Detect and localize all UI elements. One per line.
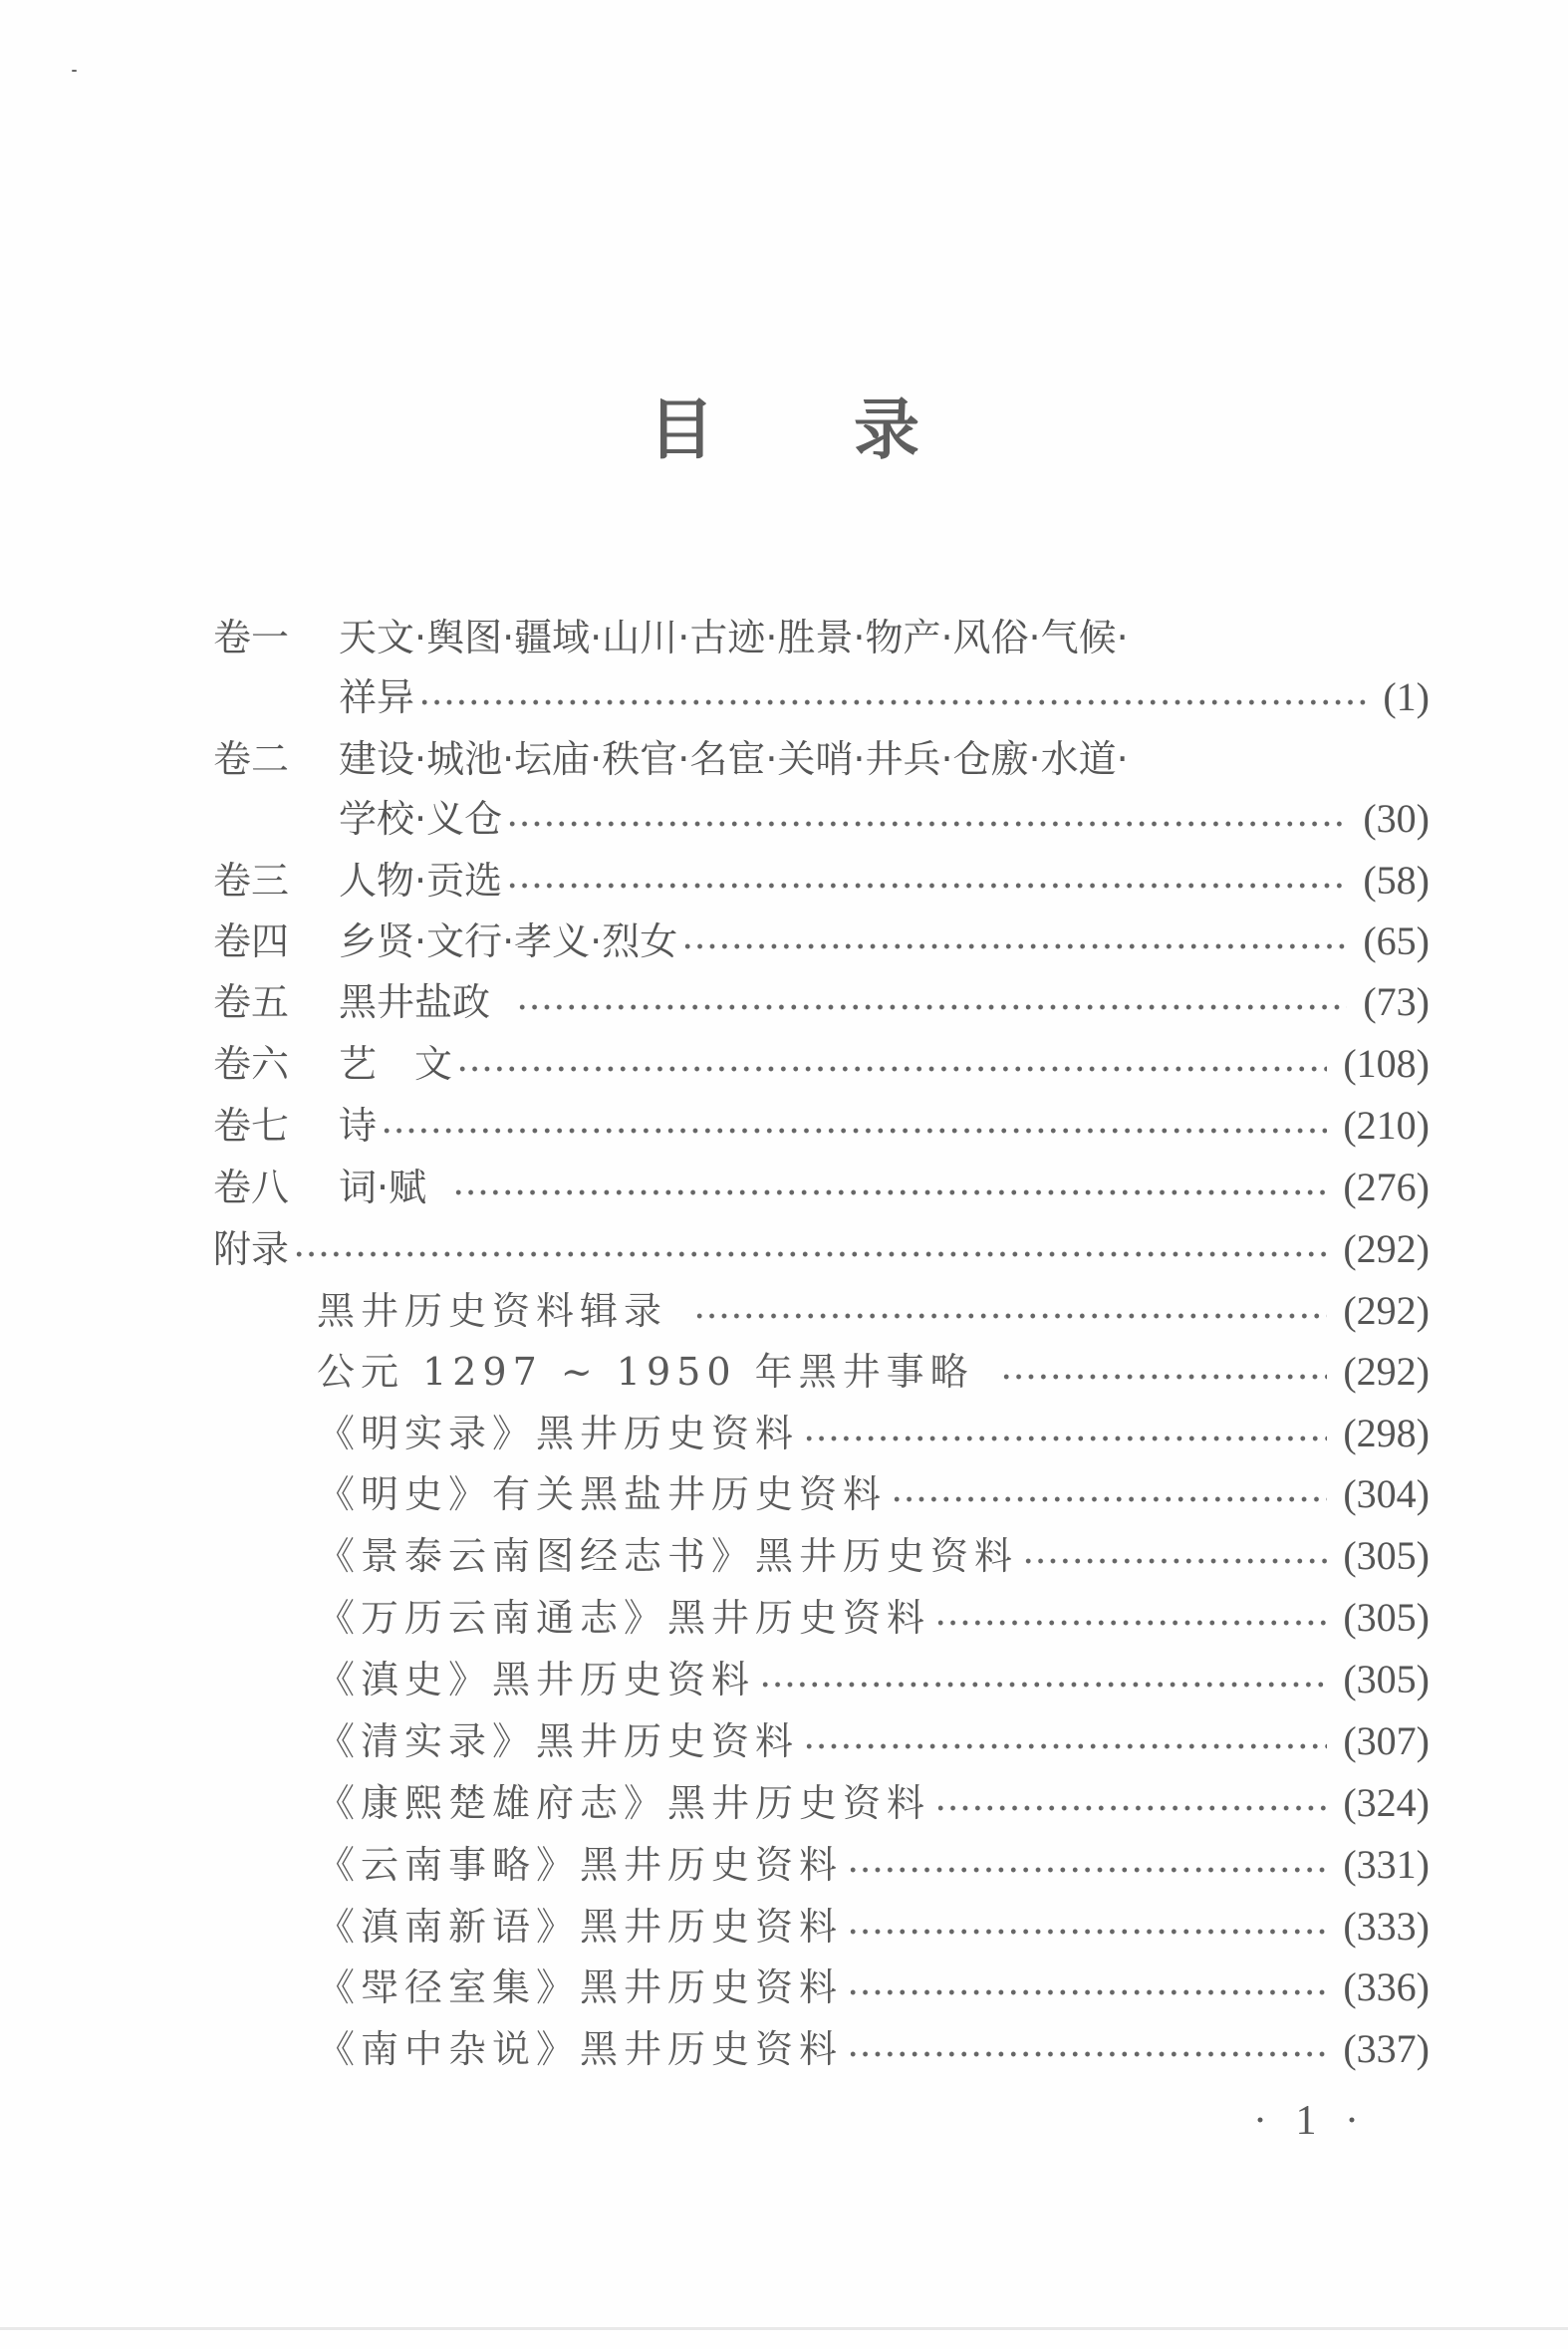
entry-title: 《明实录》黑井历史资料 [317,1412,800,1455]
toc-entry [0,668,1568,726]
entry-line [317,1774,1430,1832]
toc-entry [0,1282,1568,1340]
toc-entry [0,730,1568,788]
entry-line [339,668,1430,726]
title-char-1: 目 [649,392,714,468]
toc-entry [0,1035,1568,1093]
volume-label: 卷七 [213,1104,290,1148]
page-reference: (292) [1343,1288,1430,1333]
toc-entry [0,1159,1568,1216]
page-reference: (324) [1343,1780,1430,1825]
entry-title: 祥异 [339,675,415,719]
entry-line [317,1465,1430,1523]
volume-label: 卷五 [213,980,290,1024]
entry-line [339,790,1430,848]
dot-leader [693,1282,1327,1340]
entry-line [317,1712,1430,1770]
entry-title: 《康熙楚雄府志》黑井历史资料 [317,1781,931,1825]
page-reference: (1) [1383,674,1430,719]
dot-leader [1000,1343,1328,1401]
toc-entry [0,1836,1568,1894]
volume-label: 卷八 [213,1166,290,1209]
page-reference: (331) [1343,1842,1430,1887]
toc-entry [0,913,1568,970]
dot-leader [1022,1527,1327,1585]
toc-entry [0,609,1568,666]
page-reference: (304) [1343,1471,1430,1516]
toc-entry [0,1589,1568,1647]
dot-leader [293,1220,1327,1278]
page-reference: (333) [1343,1904,1430,1949]
dot-leader [803,1712,1327,1770]
entry-title: 天文·舆图·疆域·山川·古迹·胜景·物产·风俗·气候· [339,616,1129,659]
entry-line [317,1651,1430,1708]
entry-line [339,913,1430,970]
dot-leader [681,913,1347,970]
entry-title: 词·赋 [339,1166,427,1209]
entry-line [339,1097,1430,1155]
page-reference: (65) [1363,918,1430,963]
page-reference: (108) [1343,1041,1430,1086]
page-reference: (305) [1343,1533,1430,1578]
entry-title: 《斝径室集》黑井历史资料 [317,1965,844,2009]
page-reference: (298) [1343,1411,1430,1455]
entry-line [317,2020,1430,2078]
toc-entry [0,1774,1568,1832]
toc-entry [0,1527,1568,1585]
entry-title: 《云南事略》黑井历史资料 [317,1843,844,1887]
entry-line [339,609,1430,666]
dot-leader [934,1774,1327,1832]
dot-leader [381,1097,1327,1155]
dot-leader [847,1958,1327,2016]
page-reference: (292) [1343,1226,1430,1271]
page-reference: (292) [1343,1349,1430,1394]
dot-leader [456,1035,1327,1093]
entry-line [339,852,1430,910]
dot-leader [452,1159,1327,1216]
entry-line [213,1220,1430,1278]
entry-title: 学校·义仓 [339,797,503,841]
entry-title: 《滇史》黑井历史资料 [317,1658,756,1701]
entry-title: 《滇南新语》黑井历史资料 [317,1905,844,1949]
toc-entry [0,790,1568,848]
toc-entry [0,1465,1568,1523]
page-reference: (336) [1343,1964,1430,2009]
page-bottom-edge [0,2327,1568,2330]
entry-title: 《景泰云南图经志书》黑井历史资料 [317,1534,1019,1578]
dot-leader [847,1836,1327,1894]
page-title [0,377,1568,471]
toc-entry [0,1405,1568,1462]
page-reference: (305) [1343,1657,1430,1701]
entry-line [317,1958,1430,2016]
page-reference: (30) [1363,796,1430,841]
entry-title: 人物·贡选 [339,859,503,903]
dot-leader [418,668,1367,726]
toc-entry [0,1712,1568,1770]
toc-entry [0,1097,1568,1155]
toc-entry [0,1898,1568,1956]
volume-label: 卷二 [213,737,290,781]
entry-line [317,1282,1430,1340]
entry-title: 黑井历史资料辑录 [317,1289,668,1333]
entry-line [339,973,1430,1031]
entry-title: 黑井盐政 [339,980,491,1024]
page-reference: (307) [1343,1718,1430,1763]
title-char-2: 录 [854,392,919,468]
page-number: · 1 · [1253,2098,1359,2144]
entry-title: 《明史》有关黑盐井历史资料 [317,1472,888,1516]
dot-leader [891,1465,1327,1523]
entry-line [339,730,1430,788]
dot-leader [847,1898,1327,1956]
entry-title: 《南中杂说》黑井历史资料 [317,2027,844,2071]
page-reference: (337) [1343,2026,1430,2071]
entry-title: 诗 [339,1104,378,1148]
toc-entry [0,1220,1568,1278]
page-reference: (73) [1363,979,1430,1024]
entry-title: 建设·城池·坛庙·秩官·名宦·关哨·井兵·仓廒·水道· [339,737,1129,781]
entry-line [339,1159,1430,1216]
page-reference: (58) [1363,858,1430,903]
toc-entry [0,1343,1568,1401]
entry-title: 《清实录》黑井历史资料 [317,1719,800,1763]
dot-leader [516,973,1347,1031]
scan-speck [72,70,77,72]
toc-entry [0,1651,1568,1708]
dot-leader [934,1589,1327,1647]
toc-entry [0,852,1568,910]
page-reference: (276) [1343,1165,1430,1209]
volume-label: 卷六 [213,1042,290,1086]
dot-leader [803,1405,1327,1462]
toc-entry [0,1958,1568,2016]
entry-line [317,1343,1430,1401]
entry-title: 附录 [213,1227,290,1271]
dot-leader [506,852,1347,910]
volume-label: 卷一 [213,616,290,659]
dot-leader [847,2020,1327,2078]
dot-leader [759,1651,1327,1708]
volume-label: 卷三 [213,859,290,903]
entry-title: 艺 文 [339,1042,453,1086]
toc-entry [0,2020,1568,2078]
entry-title: 《万历云南通志》黑井历史资料 [317,1596,931,1640]
entry-line [317,1527,1430,1585]
page-reference: (210) [1343,1103,1430,1148]
entry-title: 公元 1297 ~ 1950 年黑井事略 [317,1350,974,1394]
entry-line [317,1589,1430,1647]
entry-line [317,1836,1430,1894]
dot-leader [506,790,1347,848]
toc-entry [0,973,1568,1031]
volume-label: 卷四 [213,919,290,963]
entry-line [317,1898,1430,1956]
entry-line [339,1035,1430,1093]
page-reference: (305) [1343,1595,1430,1640]
entry-title: 乡贤·文行·孝义·烈女 [339,919,678,963]
entry-line [317,1405,1430,1462]
